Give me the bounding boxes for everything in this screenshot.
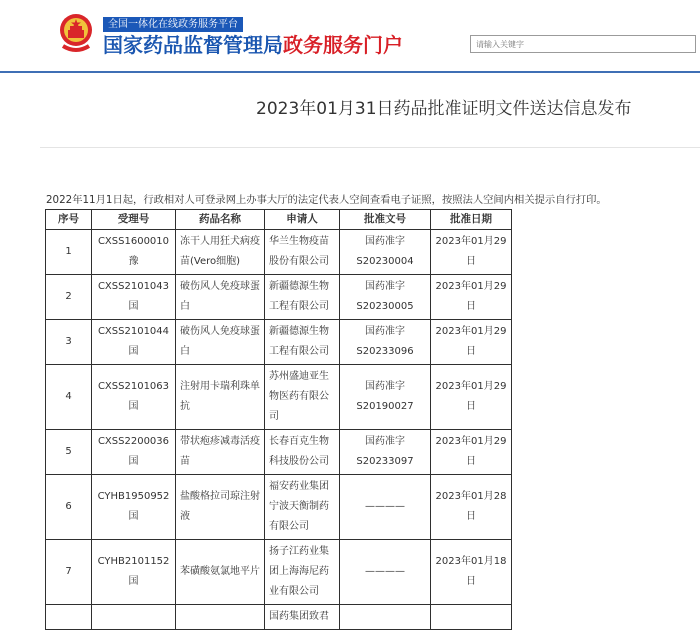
cell-accept-no: CXSS2101063国 — [92, 365, 176, 430]
table-row — [46, 320, 512, 365]
cell-drug-name — [176, 605, 265, 630]
cell-applicant: 新疆德源生物工程有限公司 — [265, 275, 340, 320]
cell-no: 1 — [46, 230, 92, 275]
cell-drug-name: 冻干人用狂犬病疫苗(Vero细胞) — [176, 230, 265, 275]
cell-approval-no: 国药准字S20233097 — [340, 430, 431, 475]
cell-no: 3 — [46, 320, 92, 365]
header-no: 序号 — [46, 210, 92, 230]
cell-approval-no — [340, 605, 431, 630]
cell-drug-name: 破伤风人免疫球蛋白 — [176, 275, 265, 320]
cell-approval-date: 2023年01月29日 — [431, 320, 512, 365]
cell-accept-no: CXSS1600010豫 — [92, 230, 176, 275]
site-title[interactable] — [103, 33, 403, 58]
cell-no: 7 — [46, 540, 92, 605]
cell-no — [46, 605, 92, 630]
cell-approval-date: 2023年01月28日 — [431, 475, 512, 540]
cell-no: 2 — [46, 275, 92, 320]
header-drug-name: 药品名称 — [176, 210, 265, 230]
cell-approval-no: ———— — [340, 540, 431, 605]
cell-approval-date: 2023年01月29日 — [431, 430, 512, 475]
cell-approval-no: 国药准字S20190027 — [340, 365, 431, 430]
intro-text: 2022年11月1日起，行政相对人可登录网上办事大厅的法定代表人空间查看电子证照，按照法人空间内相关提示自行打印。 — [46, 194, 607, 206]
cell-approval-date: 2023年01月29日 — [431, 365, 512, 430]
cell-approval-no: 国药准字S20230005 — [340, 275, 431, 320]
header-divider — [0, 71, 700, 73]
header-applicant: 申请人 — [265, 210, 340, 230]
cell-accept-no — [92, 605, 176, 630]
table-row — [46, 275, 512, 320]
cell-drug-name: 注射用卡瑞利珠单抗 — [176, 365, 265, 430]
national-emblem-icon — [58, 12, 94, 54]
cell-accept-no: CYHB2101152国 — [92, 540, 176, 605]
table-row — [46, 605, 512, 630]
cell-approval-no: ———— — [340, 475, 431, 540]
header-accept-no: 受理号 — [92, 210, 176, 230]
cell-approval-date: 2023年01月29日 — [431, 230, 512, 275]
table-header-row — [46, 210, 512, 230]
cell-approval-date: 2023年01月29日 — [431, 275, 512, 320]
cell-applicant: 长春百克生物科技股份公司 — [265, 430, 340, 475]
page-title: 2023年01月31日药品批准证明文件送达信息发布 — [256, 99, 632, 119]
cell-applicant: 国药集团致君 — [265, 605, 340, 630]
table-row — [46, 540, 512, 605]
cell-applicant: 福安药业集团宁波天衡制药有限公司 — [265, 475, 340, 540]
table-row — [46, 230, 512, 275]
cell-approval-no: 国药准字S20233096 — [340, 320, 431, 365]
table-row — [46, 475, 512, 540]
cell-approval-no: 国药准字S20230004 — [340, 230, 431, 275]
approval-table — [45, 209, 512, 630]
header-approval-no: 批准文号 — [340, 210, 431, 230]
cell-applicant: 华兰生物疫苗股份有限公司 — [265, 230, 340, 275]
cell-no: 4 — [46, 365, 92, 430]
cell-drug-name: 苯磺酸氨氯地平片 — [176, 540, 265, 605]
cell-applicant: 扬子江药业集团上海海尼药业有限公司 — [265, 540, 340, 605]
table-row — [46, 430, 512, 475]
cell-drug-name: 破伤风人免疫球蛋白 — [176, 320, 265, 365]
cell-accept-no: CXSS2101044国 — [92, 320, 176, 365]
site-title-sub: 政务服务门户 — [283, 33, 403, 57]
search-input[interactable] — [470, 35, 696, 53]
site-header — [0, 0, 700, 72]
site-title-main: 国家药品监督管理局 — [103, 33, 283, 57]
cell-applicant: 新疆德源生物工程有限公司 — [265, 320, 340, 365]
cell-drug-name: 带状疱疹减毒活疫苗 — [176, 430, 265, 475]
cell-applicant: 苏州盛迪亚生物医药有限公司 — [265, 365, 340, 430]
cell-no: 6 — [46, 475, 92, 540]
platform-banner[interactable]: 全国一体化在线政务服务平台 — [103, 17, 243, 32]
cell-no: 5 — [46, 430, 92, 475]
header-approval-date: 批准日期 — [431, 210, 512, 230]
content-divider — [40, 147, 700, 148]
cell-accept-no: CYHB1950952国 — [92, 475, 176, 540]
cell-drug-name: 盐酸格拉司琼注射液 — [176, 475, 265, 540]
cell-accept-no: CXSS2101043国 — [92, 275, 176, 320]
cell-approval-date — [431, 605, 512, 630]
table-row — [46, 365, 512, 430]
cell-approval-date: 2023年01月18日 — [431, 540, 512, 605]
cell-accept-no: CXSS2200036国 — [92, 430, 176, 475]
